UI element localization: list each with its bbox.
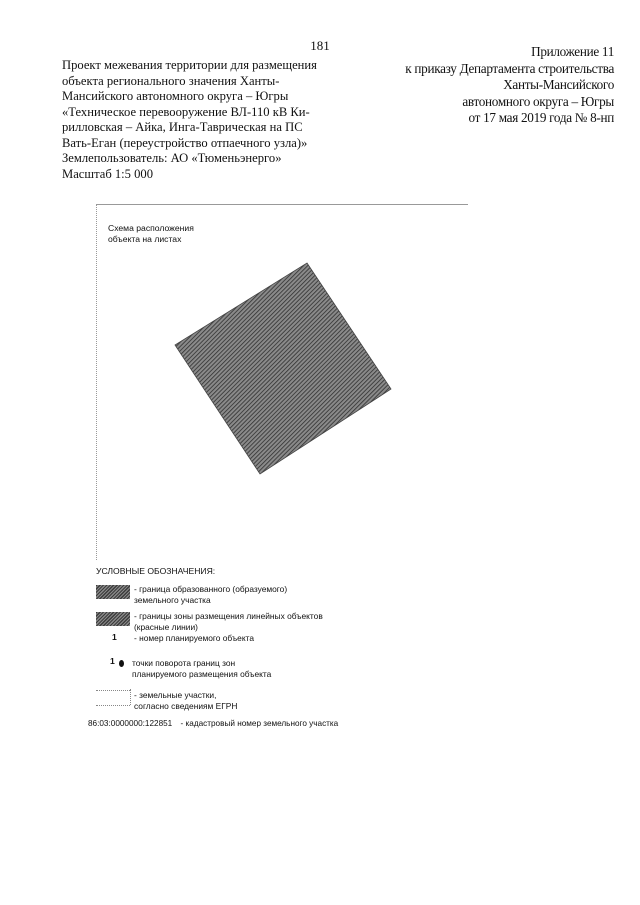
appendix-line: автономного округа – Югры <box>462 93 614 109</box>
legend-line: - номер планируемого объекта <box>134 633 254 643</box>
project-line: «Техническое перевооружение ВЛ-110 кВ Ки- <box>62 104 310 119</box>
legend-line: (красные линии) <box>134 622 198 632</box>
legend-line: согласно сведениям ЕГРН <box>134 701 238 711</box>
legend-line: точки поворота границ зон <box>132 658 236 668</box>
appendix-line: к приказу Департамента строительства <box>405 60 614 76</box>
turning-point-icon <box>119 660 124 667</box>
legend-cadastral-row <box>88 719 338 728</box>
legend-title: УСЛОВНЫЕ ОБОЗНАЧЕНИЯ: <box>96 566 216 576</box>
legend-point-mark: 1 <box>110 656 115 666</box>
scheme-title-line: объекта на листах <box>108 234 182 244</box>
legend-line: - границы зоны размещения линейных объектов <box>134 611 323 621</box>
project-line: Мансийского автономного округа – Югры <box>62 89 289 103</box>
legend-swatch-parcel <box>96 585 130 599</box>
legend-item-points <box>132 658 271 680</box>
legend-item-number <box>134 633 254 644</box>
project-line: Масштаб 1:5 000 <box>62 166 154 181</box>
legend-number-mark: 1 <box>112 632 117 642</box>
legend-item-parcel <box>134 584 287 606</box>
legend-line: планируемого размещения объекта <box>132 669 272 679</box>
project-line: рилловская – Айка, Инга-Тавричеcкая на ПС <box>62 120 303 134</box>
legend-swatch-egrn <box>96 690 130 706</box>
legend-swatch-egrn-edge <box>130 689 131 705</box>
legend-item-zone <box>134 611 323 633</box>
legend-line: - граница образованного (образуемого) <box>134 584 288 594</box>
parcel-polygon <box>175 263 391 474</box>
cadastral-number-label: - кадастровый номер земельного участка <box>180 719 339 728</box>
cadastral-number-example: 86:03:0000000:122851 <box>88 719 173 728</box>
appendix-line: от 17 мая 2019 года № 8-нп <box>468 110 614 125</box>
project-line: объекта регионального значения Ханты- <box>62 73 280 88</box>
project-line: Землепользователь: АО «Тюменьэнерго» <box>62 151 282 165</box>
project-line: Вать-Еган (переустройство отпаечного узла)» <box>62 135 308 150</box>
scheme-title-line: Схема расположения <box>108 223 194 233</box>
legend-line: - земельные участки, <box>134 690 217 700</box>
legend-swatch-zone <box>96 612 130 626</box>
appendix-line: Приложение 11 <box>531 44 614 59</box>
legend-line: земельного участка <box>134 595 211 605</box>
legend-item-egrn <box>134 690 237 712</box>
appendix-line: Ханты-Мансийского <box>503 77 614 92</box>
page-number: 181 <box>310 38 330 53</box>
project-line: Проект межевания территории для размещения <box>62 58 317 72</box>
